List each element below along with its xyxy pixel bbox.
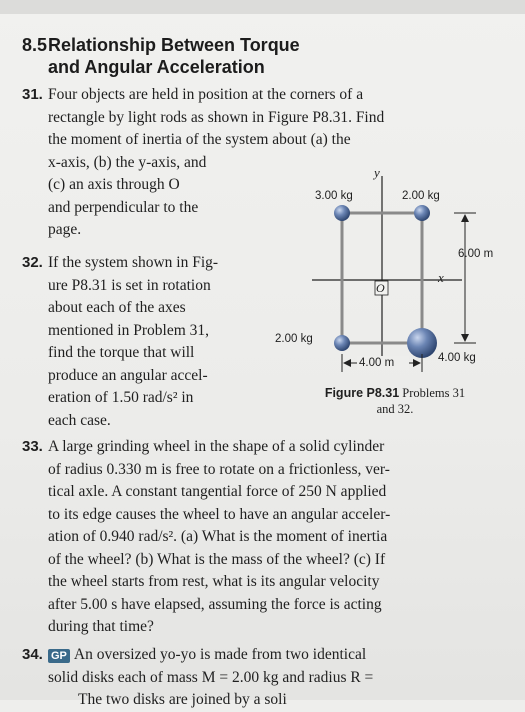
- y-axis-label: y: [374, 165, 380, 180]
- problem-32-line: If the system shown in Fig-: [48, 254, 219, 271]
- problem-32-line: eration of 1.50 rad/s² in: [48, 389, 194, 406]
- problem-33-line: of radius 0.330 m is free to rotate on a frictionless, ver-: [48, 460, 390, 478]
- problem-33-line: to its edge causes the wheel to have an angular acceler-: [48, 505, 391, 523]
- problem-33-line: tical axle. A constant tangential force of 250 N applied: [48, 483, 387, 500]
- problem-34: [22, 644, 492, 712]
- height-arrow-top: [461, 214, 469, 222]
- problem-32-line: about each of the axes: [48, 299, 186, 316]
- problem-31-line: the moment of inertia of the system about (a) the: [48, 131, 351, 148]
- problem-31-line: and perpendicular to the: [48, 198, 199, 216]
- problem-32-line: produce an angular accel-: [48, 366, 208, 384]
- mass-sphere-bottom-right: [407, 328, 437, 358]
- problem-33-line: the wheel starts from rest, what is its angular velocity: [48, 573, 380, 590]
- mass-label-top-right: 2.00 kg: [402, 190, 440, 202]
- problem-31-line: (c) an axis through O: [48, 176, 180, 193]
- problem-34-line: solid disks each of mass M = 2.00 kg and radius R =: [48, 668, 374, 686]
- section-title-line1: Relationship Between Torque: [48, 35, 300, 55]
- problem-34-number: 34.: [22, 646, 43, 663]
- problem-32: [22, 252, 272, 432]
- figure-caption: [290, 385, 500, 417]
- problem-32-number: 32.: [22, 254, 43, 271]
- problem-33-number: 33.: [22, 438, 43, 455]
- previous-page-strip: [0, 0, 525, 14]
- problem-34-line: The two disks are joined by a soli: [78, 691, 287, 708]
- width-arrow-left: [343, 359, 351, 367]
- problem-32-line: find the torque that will: [48, 344, 195, 361]
- problem-33-line: of the wheel? (b) What is the mass of the wheel? (c) If: [48, 550, 386, 568]
- width-dimension-label: 4.00 m: [359, 357, 395, 369]
- width-arrow-right: [413, 359, 421, 367]
- section-title-line2: and Angular Acceleration: [48, 57, 265, 77]
- mass-sphere-bottom-left: [334, 335, 350, 351]
- mass-label-top-left: 3.00 kg: [315, 190, 353, 202]
- problem-31-line: Four objects are held in position at the corners of a: [48, 86, 364, 103]
- problem-32-line: mentioned in Problem 31,: [48, 321, 210, 339]
- problem-31-line: page.: [48, 221, 82, 238]
- mass-sphere-top-left: [334, 205, 350, 221]
- height-arrow-bottom: [461, 334, 469, 342]
- problem-33: [22, 436, 492, 639]
- gp-badge: GP: [48, 649, 70, 663]
- figure-caption-line2: and 32.: [376, 402, 414, 416]
- section-heading: [22, 34, 382, 78]
- problem-33-line: A large grinding wheel in the shape of a solid cylinder: [48, 438, 385, 455]
- x-axis-label: x: [438, 270, 444, 285]
- mass-label-bottom-right: 4.00 kg: [438, 352, 476, 364]
- problem-32-line: each case.: [48, 411, 111, 429]
- figure-caption-title: Figure P8.31: [324, 386, 400, 400]
- problem-34-line: An oversized yo-yo is made from two identical: [73, 646, 367, 663]
- section-number: 8.5: [22, 35, 48, 55]
- problem-32-line: ure P8.31 is set in rotation: [48, 276, 211, 294]
- rectangle-diagram: [262, 168, 502, 378]
- problem-33-line: after 5.00 s have elapsed, assuming the force is acting: [48, 595, 382, 613]
- figure-caption-line1: Problems 31: [402, 386, 466, 400]
- problem-31-line: x-axis, (b) the y-axis, and: [48, 153, 207, 171]
- mass-sphere-top-right: [414, 205, 430, 221]
- origin-label: O: [376, 281, 385, 295]
- problem-31-number: 31.: [22, 86, 43, 103]
- problem-31-line: rectangle by light rods as shown in Figure P8.31. Find: [48, 108, 385, 126]
- problem-33-line: ation of 0.940 rad/s². (a) What is the moment of inertia: [48, 528, 388, 545]
- mass-label-bottom-left: 2.00 kg: [275, 333, 313, 345]
- height-dimension-label: 6.00 m: [458, 248, 494, 260]
- problem-33-line: during that time?: [48, 618, 154, 635]
